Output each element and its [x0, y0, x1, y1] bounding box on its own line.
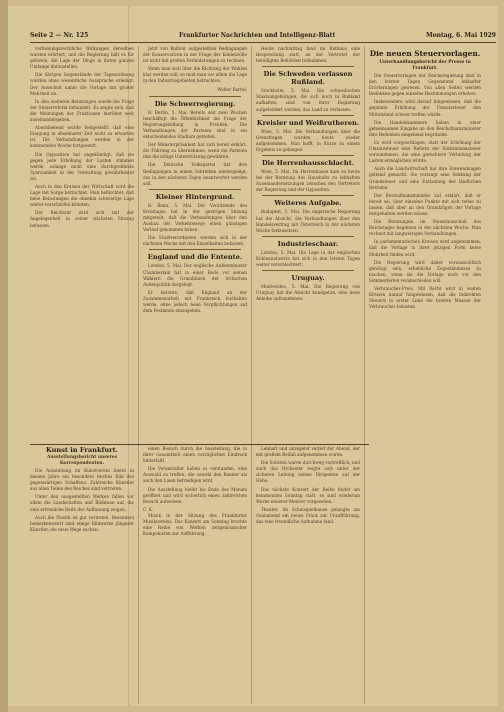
article-paragraph: Er betonte, daß England an der Zusammenarbeit mit Frankreich festhalten werde, ohne jedoch neue Verpflichtungen auf dem Festlande einzugehen.	[143, 289, 247, 314]
article-paragraph: London, 5. Mai. Der englische Außenminister Chamberlain hat in einer Rede vor seinen Wählern die Grundlinien der britischen Außenpolitik dargelegt.	[143, 263, 247, 287]
article-headline: Die Schweden verlassen Rußland.	[263, 70, 353, 87]
article-paragraph: Der Reichsrat wird sich mit der Angelegenheit in seiner nächsten Sitzung befassen.	[30, 210, 134, 228]
article-headline: Weiteres Aufgabe.	[274, 199, 342, 208]
issue-date: Montag, 6. Mai 1929	[425, 31, 496, 39]
article-paragraph: In parlamentarischen Kreisen wird angenommen, daß die Vorlage in ihrer jetzigen Form keine Mehrheit finden wird.	[369, 239, 481, 257]
article-paragraph: B. Bonn, 5. Mai. Der Vorsitzende des Kreistages hat in der gestrigen Sitzung mitgeteilt, daß die Verhandlungen über den Ausbau der Verkehrswege einen günstigen Verlauf genommen haben.	[143, 202, 247, 233]
article-paragraph: Die Ausstellung bleibt bis Ende des Monats geöffnet und wird sicherlich einen zahlreichen Besuch aufweisen.	[143, 486, 247, 504]
article-headline: Kreisler und Weißrutheren.	[256, 118, 360, 127]
article-headline: Die Herrenhausschlacht.	[261, 159, 355, 168]
article-paragraph: Die Regierung wird daher voraussichtlich genötigt sein, erhebliche Zugeständnisse zu machen, wenn sie die Vorlage noch vor den Sommerferien verabschieden will.	[369, 259, 481, 283]
article-paragraph: Die übrigen Gegenstände der Tagesordnung wurden ohne wesentliche Aussprache erledigt. Der Ausschuß nahm die Vorlage mit großer Mehrheit an.	[30, 72, 134, 96]
article-paragraph: Theater. Im Schauspielhause gelangte am Sonnabend ein neues Stück zur Uraufführung, das eine freundliche Aufnahme fand.	[256, 506, 360, 525]
article-paragraph: Montevideo, 5. Mai. Die Regierung von Uruguay hat die Absicht kundgetan, eine neue Anleihe aufzunehmen.	[256, 284, 360, 302]
column-4	[369, 46, 481, 706]
feuilleton-column-1	[30, 446, 134, 706]
feuilleton-column-3	[256, 446, 360, 706]
article-paragraph: Die Beratungen im Steuerausschuß des Reichstages beginnen in der nächsten Woche. Man rechnet mit langwierigen Verhandlungen.	[369, 219, 481, 237]
article-paragraph: einen Besuch durch die Ausstellung, die in ihrer Gesamtheit einen vorzüglichen Eindruck hinterläßt.	[143, 446, 247, 464]
article-paragraph: Die Solisten waren durchweg vortrefflich, und auch das Orchester zeigte sich unter der sicheren Leitung seines Dirigenten auf der Höhe.	[256, 460, 360, 484]
header-rule	[30, 42, 496, 43]
article-paragraph: Auch in den Kreisen der Wirtschaft wird die Lage mit Sorge betrachtet. Man befürchtet, daß neue Belastungen die ohnehin schwierige Lage weiter verschärfen könnten.	[30, 183, 134, 208]
article-paragraph: Insbesondere wird darauf hingewiesen, daß die geplante Erhöhung der Umsatzsteuer den Mittelstand schwer treffen würde.	[369, 99, 481, 117]
article-paragraph: Die Opposition hat angekündigt, daß sie gegen jede Erhöhung der Lasten stimmen werde, solange nicht eine durchgreifende Sparsamkeit in der Verwaltung gewährleistet sei.	[30, 151, 134, 181]
article-paragraph: In den weiteren Beratungen wurde die Frage der Steuerreform behandelt. Es zeigte sich, daß die Meinungen der Fraktionen hierüber weit auseinandergehen.	[30, 98, 134, 123]
article-paragraph: Die Handelskammern haben in einer gemeinsamen Eingabe an den Reichsfinanzminister ihre Bedenken eingehend begründet.	[369, 119, 481, 137]
article-headline: Uruguay.	[291, 274, 325, 283]
article-subheadline: Unterhandlungsbericht der Presse in Frankfurt.	[379, 60, 471, 71]
article-subheadline: Ausstellungsbericht unseres Korrespondenten.	[46, 455, 118, 466]
article-headline: Die Schwerregierung.	[154, 99, 236, 108]
page-number: Seite 2 — Nr. 125	[30, 31, 89, 39]
article-paragraph: Wien, 5. Mai. Im Herrenhause kam es heute bei der Beratung des Haushalts zu lebhaften Auseinandersetzungen zwischen den Vertretern der Regierung und der Opposition.	[256, 169, 360, 193]
article-paragraph: Wien, 5. Mai. Die Verhandlungen über die Grenzfragen wurden heute wieder aufgenommen. Man hofft, in Kürze zu einem Ergebnis zu gelangen.	[256, 128, 360, 152]
article-headline: England und die Entente.	[147, 253, 243, 262]
article-paragraph: B. Berlin, 5. Mai. Bereits seit zwei Wochen beschäftigt die Öffentlichkeit die Frage der Regierungsbildung in Preußen. Die Verhandlungen der Parteien sind in ein entscheidendes Stadium getreten.	[143, 109, 247, 140]
article-paragraph: Auch die Plastik ist gut vertreten. Besonders bemerkenswert sind einige Bildwerke jüngerer Künstler, die neue Wege suchen.	[30, 514, 134, 532]
article-paragraph: Wenn man sich über die Richtung der Wahlen klar werden will, so muß man vor allem die Lage in den Industriegebieten betrachten.	[143, 66, 247, 84]
article-headline: Kunst in Frankfurt.	[46, 446, 118, 454]
article-paragraph: Die Veranstalter haben es verstanden, eine Auswahl zu treffen, die sowohl den Kenner als auch den Laien befriedigen wird.	[143, 466, 247, 484]
article-paragraph: Auch die Landwirtschaft hat ihre Einwendungen geltend gemacht. Sie verlangt eine Senkung der Grundsteuer und eine Entlastung der ländlichen Betriebe.	[369, 166, 481, 190]
article-paragraph: Die Steuervorlagen der Reichsregierung sind in den letzten Tagen Gegenstand lebhafter Erörterungen gewesen. Von allen Seiten werden Bedenken gegen einzelne Bestimmungen erhoben.	[369, 73, 481, 97]
article-paragraph: Stockholm, 5. Mai. Die schwedischen Staatsangehörigen, die sich noch in Rußland aufhalten, sind von ihrer Regierung aufgefordert worden, das Land zu verlassen.	[256, 88, 360, 112]
column-divider	[138, 46, 139, 704]
article-divider	[149, 96, 241, 97]
article-paragraph: Lebhaft und anregend verlief der Abend, der mit großem Beifall aufgenommen wurde.	[256, 446, 360, 458]
article-divider	[149, 249, 241, 250]
feuilleton-column-2	[143, 446, 247, 706]
article-headline: Kleiner Hintergrund.	[155, 192, 235, 201]
article-paragraph: Der Ministerpräsident hat sich bereit erklärt, die Führung zu übernehmen, wenn die Parteien ihm die nötige Unterstützung gewähren.	[143, 142, 247, 160]
page-edge	[0, 0, 8, 712]
article-paragraph: Abschließend wurde festgestellt, daß eine Einigung in absehbarer Zeit nicht zu erwarten ist. Die Verhandlungen werden in der kommenden Woche fortgesetzt.	[30, 125, 134, 149]
article-paragraph: verfassungsrechtliche Wirkungen derselben wurden erörtert, und die Regierung hält es für geboten, die Lage der Dinge in ihrem ganzen Umfange darzustellen.	[30, 46, 134, 70]
article-paragraph: Der Reichsfinanzminister hat erklärt, daß er bereit sei, über einzelne Punkte mit sich reden zu lassen, daß aber an den Grundzügen der Vorlage festgehalten werden müsse.	[369, 192, 481, 216]
article-paragraph: Es wird vorgeschlagen, statt der Erhöhung der Umsatzsteuer eine Reform der Einkommensteuer vorzunehmen, die eine gerechtere Verteilung der Lasten ermöglichen würde.	[369, 139, 481, 164]
article-paragraph: Musik in der Sitzung des Frankfurter Musikvereins. Das Konzert am Sonntag brachte eine Reihe von Werken zeitgenössischer Komponisten zur Aufführung.	[143, 512, 247, 537]
article-divider	[262, 236, 354, 237]
column-divider	[364, 46, 365, 704]
article-paragraph: Die Deutsche Volkspartei hat ihre Bedingungen in einem Schreiben niedergelegt, das in den nächsten Tagen beantwortet werden soll.	[143, 162, 247, 186]
article-divider	[262, 66, 354, 67]
article-paragraph: Verbraucher-Preis. Mit Recht wird in weiten Kreisen darauf hingewiesen, daß die indirekten Steuern in erster Linie die breiten Massen der Verbraucher belasten.	[369, 286, 481, 310]
article-signature: Walter Bartel.	[217, 86, 247, 92]
article-divider	[262, 115, 354, 116]
article-paragraph: Jetzt von Balfour aufgestellten Bedingungen der Konservativen in der Frage der Kohlenzölle ist nicht mit großen Veränderungen zu rechnen.	[143, 46, 247, 64]
article-paragraph: Budapest, 5. Mai. Die ungarische Regierung hat die Absicht, die Verhandlungen über den Handelsvertrag mit Österreich in der nächsten Woche fortzusetzen.	[256, 209, 360, 233]
article-paragraph: Die Ausstellung im Kunstverein bietet in diesem Jahre ein besonders reiches Bild des gegenwärtigen Schaffens. Zahlreiche Künstler aus allen Teilen des Reiches sind vertreten.	[30, 468, 134, 492]
article-divider	[262, 270, 354, 271]
article-signature: C. K.	[143, 506, 154, 512]
masthead: Frankfurter Nachrichten und Intelligenz-Blatt	[179, 31, 336, 39]
article-paragraph: London, 5. Mai. Die Lage in der englischen Kohlenindustrie hat sich in den letzten Tagen weiter verschlechtert.	[256, 249, 360, 267]
section-rule	[30, 444, 369, 445]
page-header	[30, 30, 496, 40]
article-divider	[262, 195, 354, 196]
article-paragraph: Die Stadtverordneten werden sich in der nächsten Woche mit den Einzelheiten befassen.	[143, 235, 247, 247]
article-paragraph: Das nächste Konzert der Reihe findet am kommenden Sonntag statt; es sind wiederum Werke neuerer Meister vorgesehen.	[256, 486, 360, 504]
column-divider	[251, 46, 252, 704]
article-divider	[262, 155, 354, 156]
article-headline: Die neuen Steuervorlagen.	[369, 49, 481, 58]
article-divider	[149, 189, 241, 190]
article-paragraph: Heute nachmittag fand im Rathaus eine Besprechung statt, an der Vertreter der beteiligten Behörden teilnahmen.	[256, 46, 360, 64]
article-headline: Industrieschaar.	[277, 239, 339, 248]
article-paragraph: Unter den ausgestellten Werken fallen vor allem die Landschaften und Bildnisse auf, die eine erfreuliche Reife der Auffassung zeigen.	[30, 494, 134, 512]
